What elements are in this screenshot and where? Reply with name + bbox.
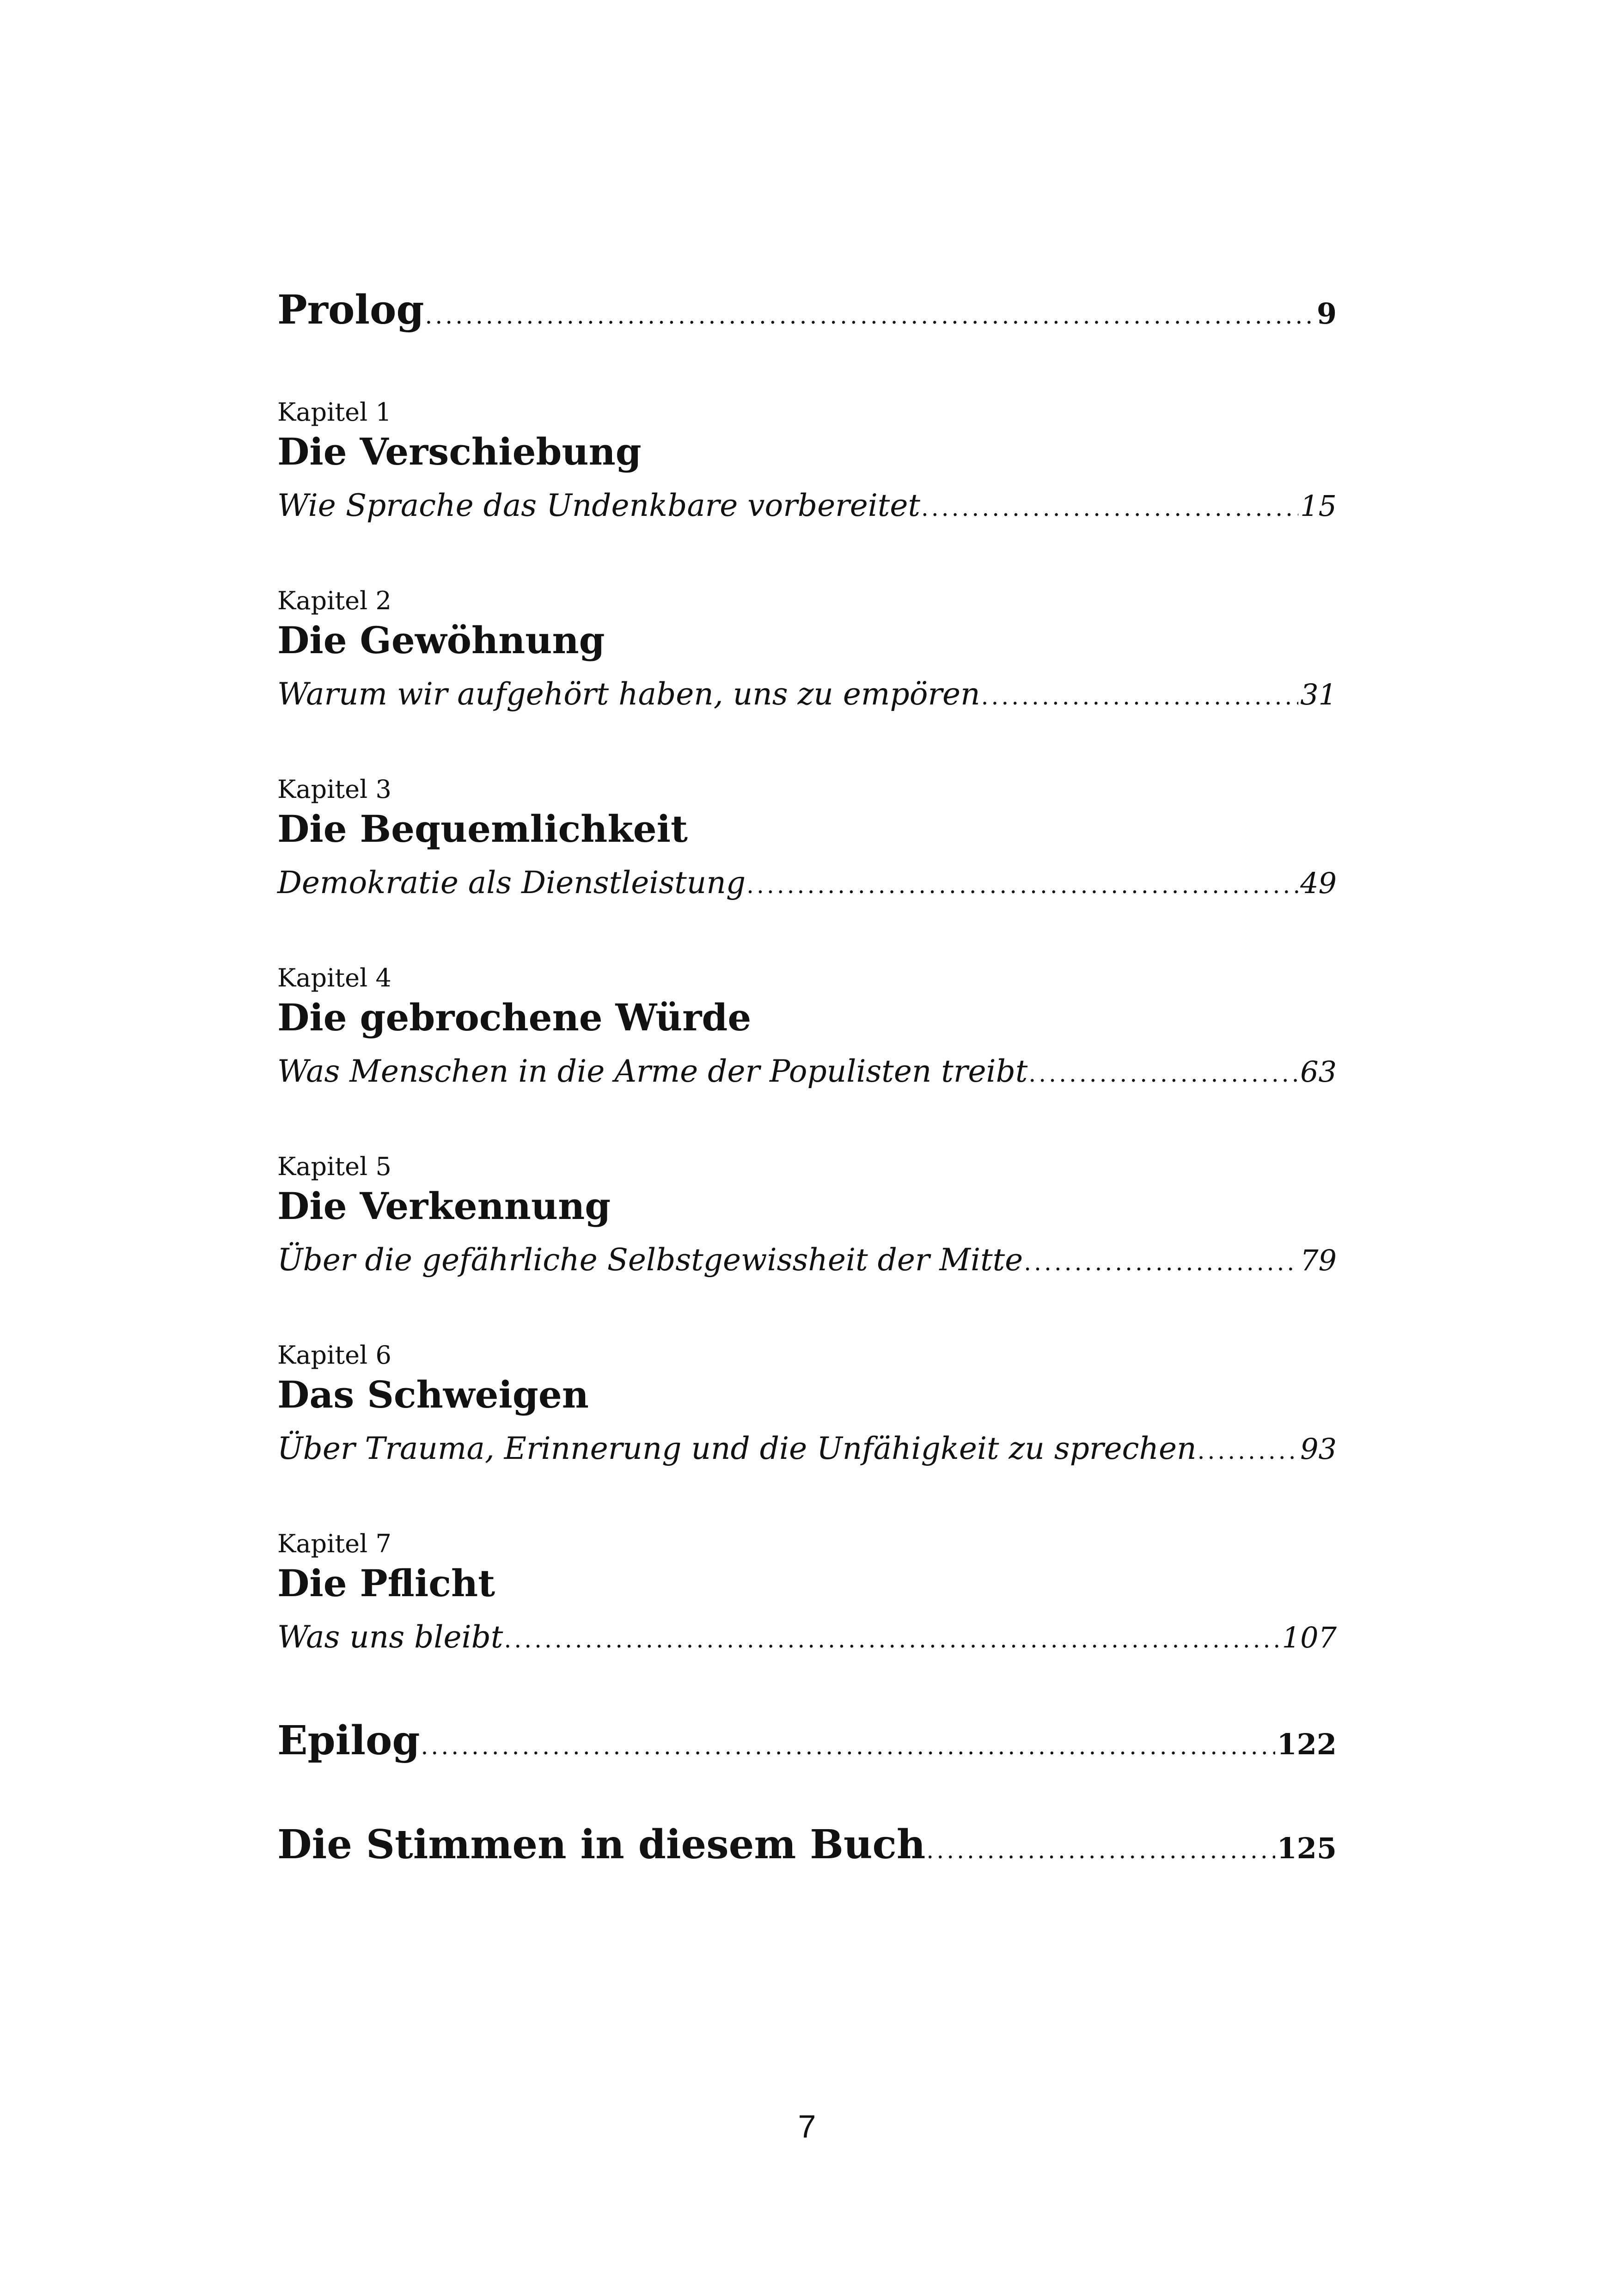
chapter-title: Die Pflicht [277, 1561, 495, 1605]
dot-leader [1198, 1438, 1299, 1464]
toc-entry-chapter-4[interactable] [277, 1053, 1337, 1089]
chapter-subtitle: Warum wir aufgehört haben, uns zu empören [277, 676, 980, 712]
chapter-label: Kapitel 1 [277, 398, 391, 427]
toc-entry-chapter-1[interactable] [277, 488, 1337, 523]
chapter-subtitle: Was uns bleibt [277, 1619, 503, 1655]
chapter-label: Kapitel 2 [277, 586, 391, 615]
dot-leader [504, 1626, 1280, 1653]
toc-entry-page: 79 [1300, 1243, 1337, 1277]
chapter-subtitle: Wie Sprache das Undenkbare vorbereitet [277, 488, 920, 523]
toc-entry-stimmen[interactable] [277, 1821, 1337, 1868]
dot-leader [926, 1837, 1275, 1864]
dot-leader [425, 302, 1315, 329]
chapter-title: Die Verkennung [277, 1184, 611, 1228]
toc-entry-chapter-2[interactable] [277, 676, 1337, 712]
dot-leader [746, 872, 1298, 899]
toc-entry-page: 93 [1300, 1432, 1337, 1466]
dot-leader [981, 683, 1299, 710]
toc-entry-title: Die Stimmen in diesem Buch [277, 1821, 926, 1868]
chapter-title: Das Schweigen [277, 1373, 589, 1416]
chapter-label: Kapitel 5 [277, 1152, 391, 1181]
toc-entry-page: 49 [1300, 866, 1337, 900]
page-number: 7 [798, 2108, 816, 2144]
toc-entry-chapter-5[interactable] [277, 1242, 1337, 1278]
toc-entry-page: 107 [1282, 1621, 1337, 1654]
chapter-label: Kapitel 6 [277, 1341, 391, 1370]
chapter-label: Kapitel 4 [277, 963, 391, 992]
toc-entry-title: Prolog [277, 287, 424, 333]
chapter-subtitle: Demokratie als Dienstleistung [277, 865, 746, 900]
chapter-title: Die gebrochene Würde [277, 996, 752, 1039]
toc-entry-page: 125 [1277, 1831, 1337, 1865]
dot-leader [1028, 1060, 1298, 1087]
toc-entry-page: 31 [1300, 678, 1337, 711]
chapter-label: Kapitel 3 [277, 775, 391, 804]
dot-leader [921, 495, 1298, 521]
chapter-title: Die Verschiebung [277, 430, 642, 473]
toc-entry-prolog[interactable] [277, 287, 1337, 333]
toc-entry-chapter-6[interactable] [277, 1431, 1337, 1466]
toc-entry-page: 9 [1316, 297, 1337, 331]
dot-leader [421, 1733, 1275, 1760]
toc-entry-chapter-7[interactable] [277, 1619, 1337, 1655]
chapter-title: Die Bequemlichkeit [277, 807, 688, 851]
chapter-subtitle: Über die gefährliche Selbstgewissheit der Mitte [277, 1242, 1023, 1278]
chapter-subtitle: Was Menschen in die Arme der Populisten treibt [277, 1053, 1028, 1089]
toc-entry-page: 15 [1300, 489, 1337, 523]
chapter-label: Kapitel 7 [277, 1529, 391, 1558]
toc-entry-page: 122 [1277, 1727, 1337, 1761]
chapter-title: Die Gewöhnung [277, 618, 605, 662]
toc-entry-page: 63 [1300, 1055, 1337, 1089]
toc-entry-epilog[interactable] [277, 1717, 1337, 1764]
toc-entry-chapter-3[interactable] [277, 865, 1337, 900]
dot-leader [1024, 1249, 1298, 1276]
toc-entry-title: Epilog [277, 1717, 420, 1764]
chapter-subtitle: Über Trauma, Erinnerung und die Unfähigkeit zu sprechen [277, 1431, 1197, 1466]
